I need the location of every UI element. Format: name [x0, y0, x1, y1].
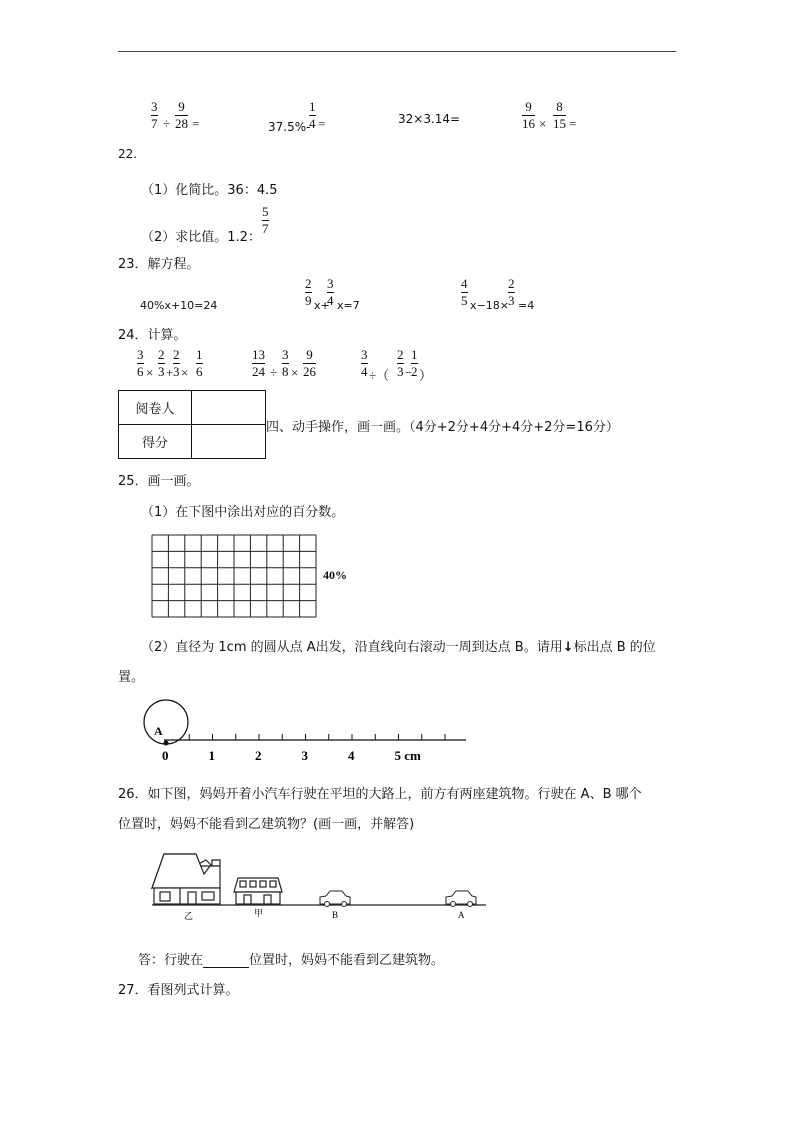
expr-text: 37.5%-: [268, 120, 311, 134]
equation-part: x−18×: [470, 299, 509, 312]
question-number: 22.: [118, 147, 138, 161]
operator: ×: [539, 116, 547, 131]
expr-text: 32×3.14=: [398, 112, 461, 126]
equals: =: [192, 116, 200, 131]
building-jia: [234, 878, 282, 904]
car-a-icon: [446, 891, 476, 907]
question-text: （1）在下图中涂出对应的百分数。: [141, 505, 345, 520]
equals: =: [318, 116, 326, 131]
answer-blank[interactable]: [203, 953, 249, 968]
fraction: $\frac{9}{16}$: [522, 99, 535, 131]
fraction: $\frac{2}{3}$: [508, 276, 515, 308]
score-label: 得分: [119, 425, 192, 459]
question-title: 24．计算。: [118, 328, 187, 343]
reviewer-cell[interactable]: [192, 391, 266, 425]
down-arrow-icon: ↓: [562, 640, 574, 655]
question-text: （1）化简比。36：4.5: [141, 183, 278, 198]
equation-part: x=7: [337, 299, 360, 312]
grid-percent-label: 40%: [323, 568, 347, 582]
review-score-table: [118, 390, 266, 459]
question-text: （2）求比值。1.2：: [141, 230, 261, 245]
number-line: [140, 697, 470, 765]
score-cell[interactable]: [192, 425, 266, 459]
fraction: $\frac{3}{7}$: [151, 99, 158, 131]
equation: 40%x+10=24: [140, 299, 218, 312]
hundred-grid[interactable]: [150, 533, 318, 619]
car-b-icon: [320, 891, 350, 907]
label-yi: 乙: [184, 912, 194, 922]
question-title: 27．看图列式计算。: [118, 983, 239, 998]
label-jia: 甲: [254, 909, 264, 919]
question-text: 26．如下图，妈妈开着小汽车行驶在平坦的大路上，前方有两座建筑物。行驶在 A、B 哪个: [118, 787, 642, 802]
label-b: B: [332, 910, 339, 920]
fraction: $\frac{5}{7}$: [262, 204, 269, 236]
question-title: 25．画一画。: [118, 474, 200, 489]
fraction: $\frac{9}{28}$: [175, 99, 188, 131]
ruler-tick-label: 4: [348, 748, 355, 763]
question-title: 23．解方程。: [118, 257, 200, 272]
point-a-dot: [164, 741, 169, 746]
road-scene: [150, 850, 490, 922]
rolling-circle: [144, 700, 188, 744]
ruler-tick-label: 3: [301, 748, 308, 763]
equation-part: x+: [314, 299, 330, 312]
fraction: $\frac{3}{4}$: [327, 276, 334, 308]
ruler-tick-label: 0: [162, 748, 169, 763]
fraction: $\frac{8}{15}$: [553, 99, 566, 131]
answer-line: 答：行驶在 位置时，妈妈不能看到乙建筑物。: [138, 953, 445, 968]
fraction: $\frac{1}{4}$: [309, 99, 316, 131]
building-yi: [152, 854, 220, 904]
header-rule: [118, 51, 676, 52]
point-a-label: A: [154, 724, 163, 738]
reviewer-label: 阅卷人: [119, 391, 192, 425]
question-text: 置。: [118, 670, 145, 685]
equals: =: [569, 116, 577, 131]
operator: ÷: [163, 116, 171, 131]
section-heading: 四、动手操作，画一画。（4分+2分+4分+4分+2分=16分）: [266, 420, 619, 435]
label-a: A: [458, 910, 465, 920]
equation-part: =4: [518, 299, 535, 312]
ruler-tick-label: 2: [255, 748, 262, 763]
ruler-tick-label: 1: [208, 748, 215, 763]
question-text: 位置时，妈妈不能看到乙建筑物？(画一画，并解答): [118, 817, 415, 832]
question-text: （2）直径为 1cm 的圆从点 A出发，沿直线向右滚动一周到达点 B。请用↓标出点 B 的位: [141, 640, 656, 655]
fraction: $\frac{2}{9}$: [305, 276, 312, 308]
fraction: $\frac{4}{5}$: [461, 276, 468, 308]
ruler-tick-label: 5 cm: [394, 748, 421, 763]
